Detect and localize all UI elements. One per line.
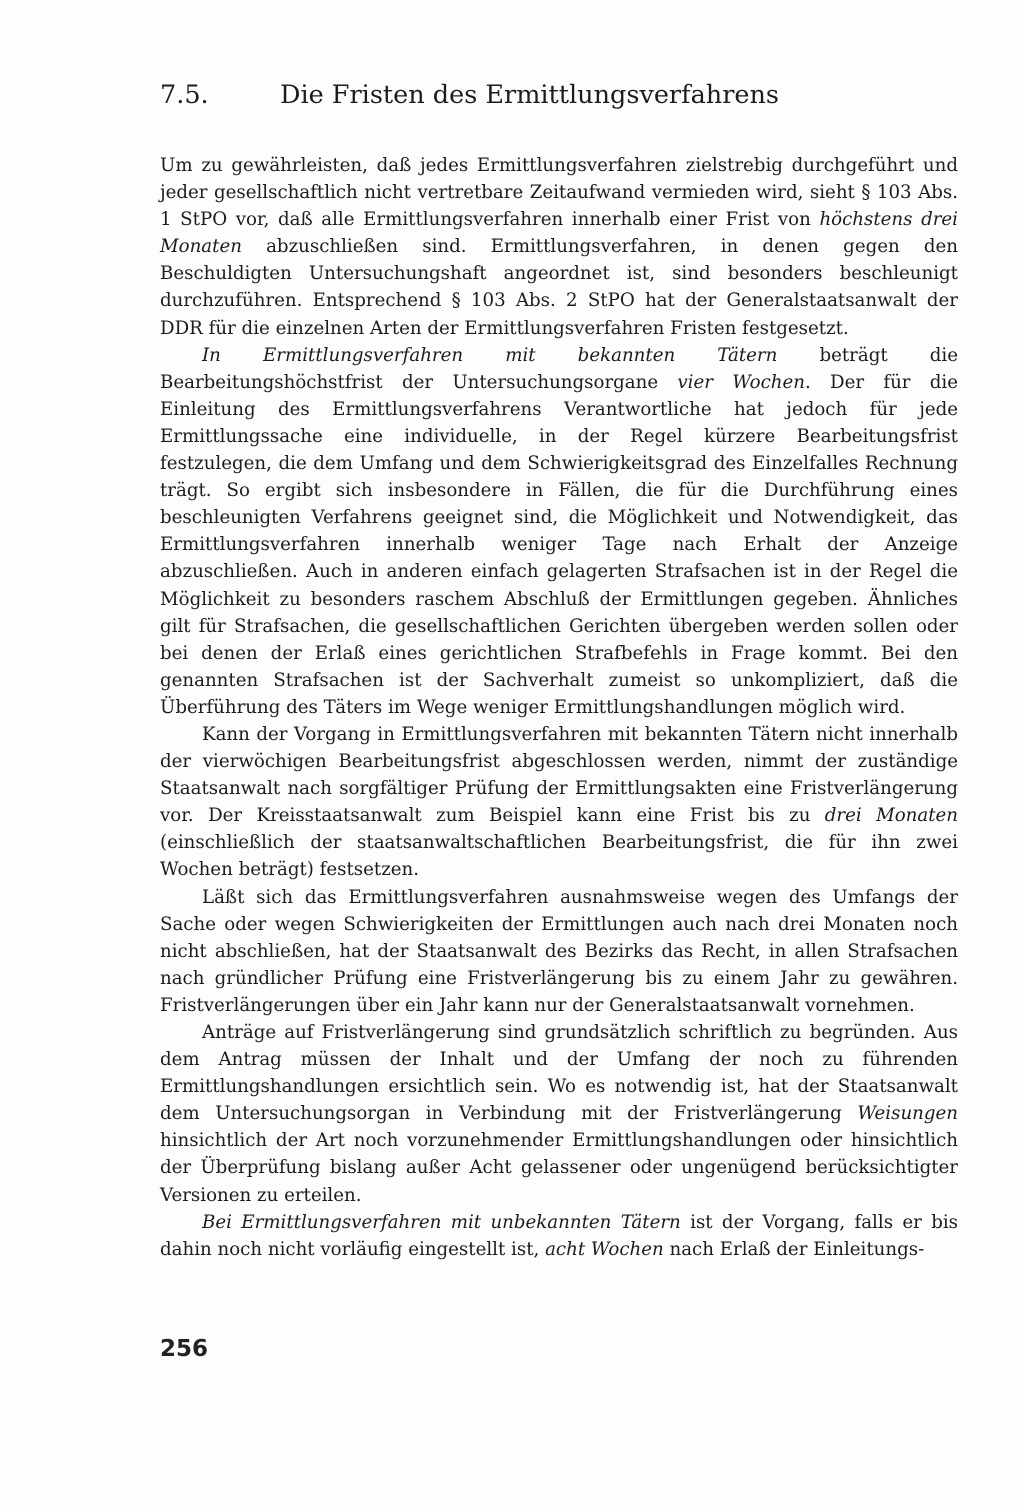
paragraph [160, 1209, 958, 1263]
italic-text-run: drei Monaten [824, 805, 958, 827]
section-heading [160, 78, 958, 112]
text-run: . Der für die Einleitung des Ermittlungsverfahrens Verantwortliche hat jedoch für jede Ermittlungssache eine individuelle, in der Regel kürzere Bearbeitungsfrist festzulegen, die dem Umfang und dem Schwierigkeitsgrad des Einzelfalles Rechnung trägt. So ergibt sich insbesondere in Fällen, die für die Durchführung eines beschleunigten Verfahrens geeignet sind, die Möglichkeit und Notwendigkeit, das Ermittlungsverfahren innerhalb weniger Tage nach Erhalt der Anzeige abzuschließen. Auch in anderen einfach gelagerten Strafsachen ist in der Regel die Möglichkeit zu besonders raschem Abschluß der Ermittlungen gegeben. Ähnliches gilt für Strafsachen, die gesellschaftlichen Gerichten übergeben werden sollen oder bei denen der Erlaß eines gerichtlichen Strafbefehls in Frage kommt. Bei den genannten Strafsachen ist der Sachverhalt zumeist so unkompliziert, daß die Überführung des Täters im Wege weniger Ermittlungshandlungen möglich wird. [160, 371, 958, 718]
paragraph [160, 152, 958, 342]
paragraph [160, 342, 958, 721]
page-number: 256 [160, 1336, 209, 1362]
text-run: Kann der Vorgang in Ermittlungsverfahren mit bekannten Tätern nicht innerhalb der vierwöchigen Bearbeitungsfrist abgeschlossen werden, nimmt der zuständige Staatsanwalt nach sorgfältiger Prüfung der Ermittlungsakten eine Fristverlängerung vor. Der Kreisstaatsanwalt zum Beispiel kann eine Frist bis zu [160, 723, 958, 827]
section-number: 7.5. [160, 80, 209, 110]
italic-text-run: Bei Ermittlungsverfahren mit unbekannten Tätern [202, 1211, 681, 1233]
paragraph [160, 884, 958, 1019]
text-run: hinsichtlich der Art noch vorzunehmender Ermittlungshandlungen oder hinsichtlich der Überprüfung bislang außer Acht gelassener oder ungenügend berücksichtigter Versionen zu erteilen. [160, 1130, 958, 1206]
text-run: nach Erlaß der Einleitungs- [663, 1238, 925, 1260]
italic-text-run: In Ermittlungsverfahren mit bekannten Tätern [202, 344, 778, 366]
text-run: Um zu gewährleisten, daß jedes Ermittlungsverfahren zielstrebig durchgeführt und jeder gesellschaftlich nicht vertretbare Zeitaufwand vermieden wird, sieht § 103 Abs. 1 StPO vor, daß alle Ermittlungsverfahren innerhalb einer Frist von [160, 155, 958, 231]
italic-text-run: Weisungen [857, 1103, 958, 1125]
section-title: Die Fristen des Ermittlungsverfahrens [280, 80, 779, 110]
text-run: Läßt sich das Ermittlungsverfahren ausnahmsweise wegen des Umfangs der Sache oder wegen Schwierigkeiten der Ermittlungen auch nach drei Monaten noch nicht abschließen, hat der Staatsanwalt des Bezirks das Recht, in allen Strafsachen nach gründlicher Prüfung eine Fristverlängerung bis zu einem Jahr zu gewähren. Fristverlängerungen über ein Jahr kann nur der Generalstaatsanwalt vornehmen. [160, 886, 958, 1016]
body-text [160, 152, 958, 1263]
italic-text-run: vier Wochen [677, 371, 805, 393]
text-run: beträgt die Bearbeitungshöchstfrist der Untersuchungsorgane [160, 344, 958, 393]
italic-text-run: höchstens drei Monaten [160, 209, 958, 258]
text-run: abzuschließen sind. Ermittlungsverfahren, in denen gegen den Beschuldigten Untersuchungshaft angeordnet ist, sind besonders beschleunigt durchzuführen. Entsprechend § 103 Abs. 2 StPO hat der Generalstaatsanwalt der DDR für die einzelnen Arten der Ermittlungsverfahren Fristen festgesetzt. [160, 236, 958, 339]
italic-text-run: acht Wochen [545, 1238, 664, 1260]
paragraph [160, 1019, 958, 1209]
text-run: Anträge auf Fristverlängerung sind grundsätzlich schriftlich zu begründen. Aus dem Antrag müssen der Inhalt und der Umfang der noch zu führenden Ermittlungshandlungen ersichtlich sein. Wo es notwendig ist, hat der Staatsanwalt dem Untersuchungsorgan in Verbindung mit der Fristverlängerung [160, 1022, 958, 1125]
paragraph [160, 721, 958, 884]
text-run: (einschließlich der staatsanwaltschaftlichen Bearbeitungsfrist, die für ihn zwei Wochen beträgt) festsetzen. [160, 832, 958, 881]
text-run: ist der Vorgang, falls er bis dahin noch nicht vorläufig eingestellt ist, [160, 1211, 958, 1260]
